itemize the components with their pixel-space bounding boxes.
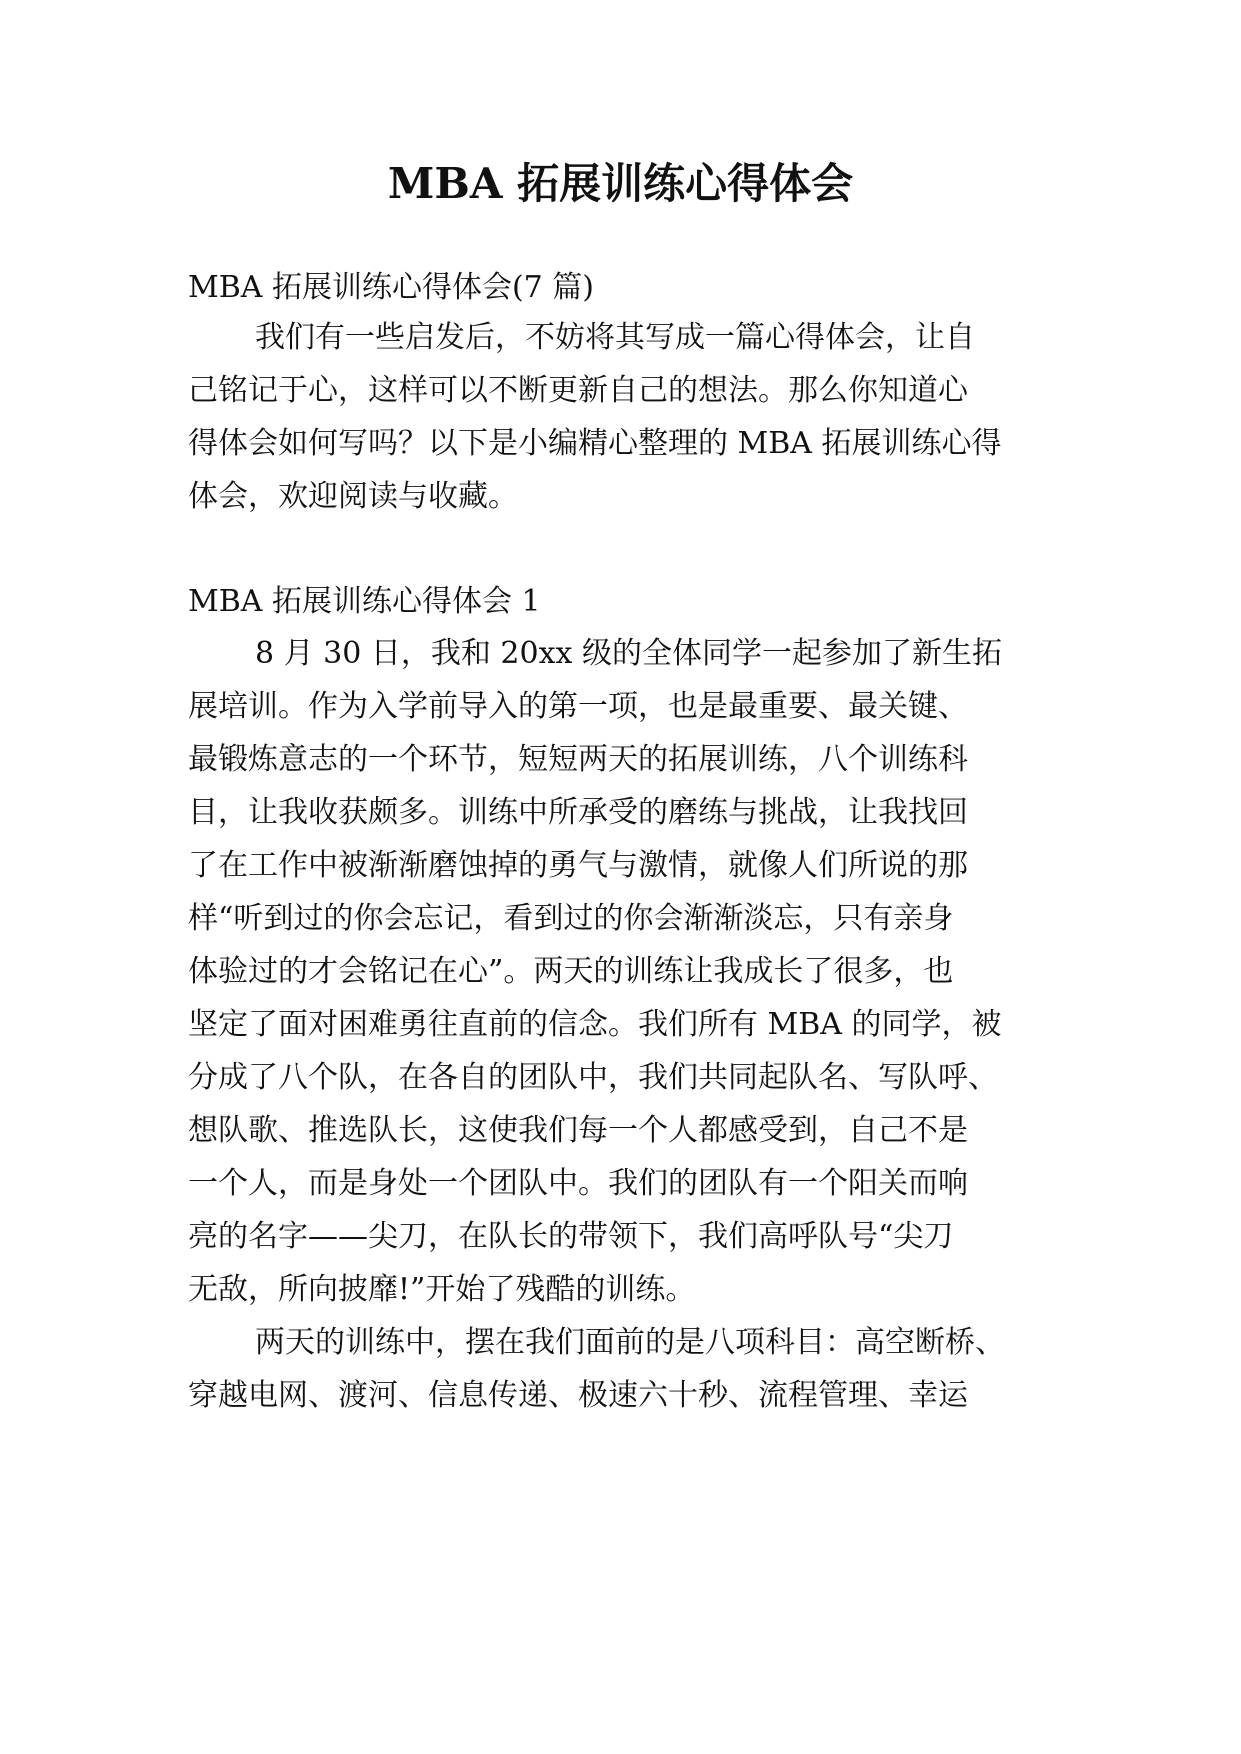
paragraph-line: 亮的名字——尖刀，在队长的带领下，我们高呼队号“尖刀 <box>188 1219 954 1254</box>
intro-line: 得体会如何写吗？以下是小编精心整理的 MBA 拓展训练心得 <box>188 426 1002 461</box>
paragraph-line: 8 月 30 日，我和 20xx 级的全体同学一起参加了新生拓 <box>255 636 1002 671</box>
document-title: MBA 拓展训练心得体会 <box>387 159 854 208</box>
intro-line: 我们有一些启发后，不妨将其写成一篇心得体会，让自 <box>255 320 975 355</box>
paragraph-line: 体验过的才会铭记在心”。两天的训练让我成长了很多，也 <box>188 954 954 989</box>
paragraph-line: 一个人，而是身处一个团队中。我们的团队有一个阳关而响 <box>188 1166 968 1201</box>
paragraph-line: 最锻炼意志的一个环节，短短两天的拓展训练，八个训练科 <box>188 742 968 777</box>
intro-line: 体会，欢迎阅读与收藏。 <box>188 479 518 514</box>
document-subtitle: MBA 拓展训练心得体会(7 篇) <box>188 270 594 305</box>
paragraph-line: 两天的训练中，摆在我们面前的是八项科目：高空断桥、 <box>255 1325 1005 1360</box>
paragraph-line: 目，让我收获颇多。训练中所承受的磨练与挑战，让我找回 <box>188 795 968 830</box>
paragraph-line: 想队歌、推选队长，这使我们每一个人都感受到，自己不是 <box>188 1113 968 1148</box>
paragraph-line: 无敌，所向披靡!”开始了残酷的训练。 <box>188 1272 696 1307</box>
paragraph-line: 穿越电网、渡河、信息传递、极速六十秒、流程管理、幸运 <box>188 1378 968 1413</box>
paragraph-line: 了在工作中被渐渐磨蚀掉的勇气与激情，就像人们所说的那 <box>188 848 968 883</box>
paragraph-line: 展培训。作为入学前导入的第一项，也是最重要、最关键、 <box>188 689 968 724</box>
paragraph-line: 分成了八个队，在各自的团队中，我们共同起队名、写队呼、 <box>188 1060 998 1095</box>
intro-line: 己铭记于心，这样可以不断更新自己的想法。那么你知道心 <box>188 373 968 408</box>
paragraph-line: 坚定了面对困难勇往直前的信念。我们所有 MBA 的同学，被 <box>188 1007 1002 1042</box>
section-heading: MBA 拓展训练心得体会 1 <box>188 584 541 619</box>
paragraph-line: 样“听到过的你会忘记，看到过的你会渐渐淡忘，只有亲身 <box>188 901 954 936</box>
